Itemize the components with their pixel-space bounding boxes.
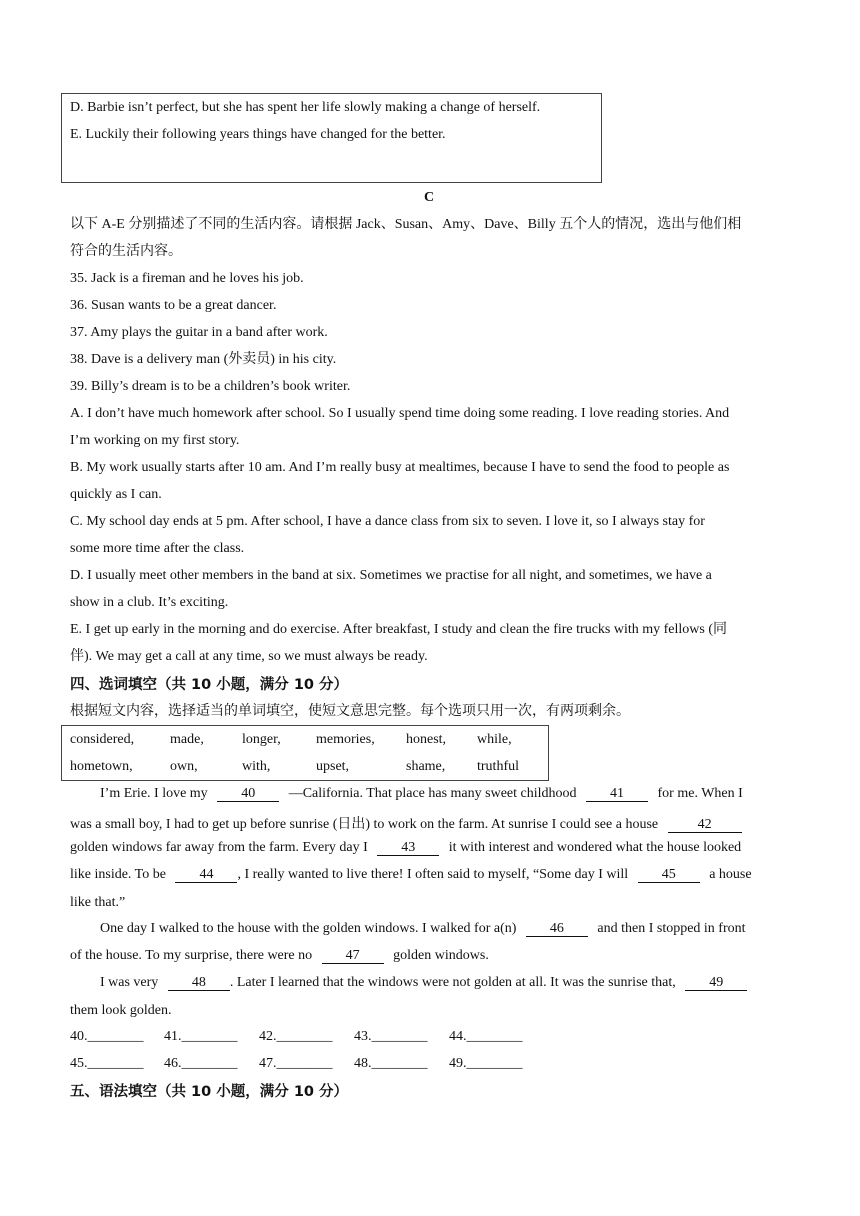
passage-text: it with interest and wondered what the house looked [448, 840, 742, 855]
passage-text: for me. When I [657, 786, 743, 801]
option-d: D. Barbie isn’t perfect, but she has spent her life slowly making a change of herself. [70, 100, 541, 115]
passage-text: I’m Erie. I love my [100, 786, 208, 801]
option-e: E. Luckily their following years things have changed for the better. [70, 127, 446, 142]
answer-49[interactable]: 49.________ [449, 1056, 523, 1071]
answer-43[interactable]: 43.________ [354, 1029, 428, 1044]
word-bank-word: upset, [316, 759, 350, 774]
options-box [61, 93, 602, 183]
word-bank-word: made, [170, 732, 204, 747]
passage-line [100, 975, 747, 991]
option-c-line-1: C. My school day ends at 5 pm. After school, I have a dance class from six to seven. I love it, so I always stay for [70, 514, 705, 529]
word-bank-word: considered, [70, 732, 135, 747]
passage-line [70, 813, 742, 833]
passage-line: them look golden. [70, 1003, 172, 1018]
blank-40[interactable]: 40 [217, 786, 279, 802]
answer-40[interactable]: 40.________ [70, 1029, 144, 1044]
option-e-line-1: E. I get up early in the morning and do exercise. After breakfast, I study and clean the fire trucks with my fellows (同 [70, 622, 728, 637]
passage-line: like that.” [70, 895, 126, 910]
passage-text: a house [709, 867, 752, 882]
word-bank-word: while, [477, 732, 512, 747]
blank-41[interactable]: 41 [586, 786, 648, 802]
passage-line [100, 921, 746, 937]
blank-45[interactable]: 45 [638, 867, 700, 883]
blank-44[interactable]: 44 [175, 867, 237, 883]
answer-46[interactable]: 46.________ [164, 1056, 238, 1071]
answer-48[interactable]: 48.________ [354, 1056, 428, 1071]
section-c-title: C [424, 190, 435, 205]
passage-text: like inside. To be [70, 867, 166, 882]
word-bank [61, 725, 549, 781]
option-d-line-2: show in a club. It’s exciting. [70, 595, 229, 610]
passage-text: I was very [100, 975, 159, 990]
passage-text: of the house. To my surprise, there were no [70, 948, 313, 963]
word-bank-word: truthful [477, 759, 519, 774]
word-bank-word: memories, [316, 732, 375, 747]
answer-44[interactable]: 44.________ [449, 1029, 523, 1044]
blank-43[interactable]: 43 [377, 840, 439, 856]
section-c-instruction-1: 以下 A-E 分别描述了不同的生活内容。请根据 Jack、Susan、Amy、Dave、Billy 五个人的情况，选出与他们相 [70, 217, 742, 232]
passage-text: and then I stopped in front [597, 921, 746, 936]
word-bank-word: hometown, [70, 759, 133, 774]
passage-text: was a small boy, I had to get up before sunrise (日出) to work on the farm. At sunrise I could see a house [70, 817, 659, 832]
passage-text: —California. That place has many sweet childhood [288, 786, 577, 801]
passage-line [70, 948, 489, 964]
section-4-heading: 四、选词填空（共 10 小题，满分 10 分） [70, 677, 349, 693]
option-a-line-2: I’m working on my first story. [70, 433, 240, 448]
passage-line [100, 786, 743, 802]
passage-text: One day I walked to the house with the golden windows. I walked for a(n) [100, 921, 517, 936]
passage-text: . Later I learned that the windows were not golden at all. It was the sunrise that, [229, 975, 676, 990]
section-4-instruction: 根据短文内容，选择适当的单词填空，使短文意思完整。每个选项只用一次，有两项剩余。 [70, 704, 630, 719]
passage-text: , I really wanted to live there! I often said to myself, “Some day I will [237, 867, 629, 882]
word-bank-word: own, [170, 759, 198, 774]
word-bank-word: honest, [406, 732, 447, 747]
blank-49[interactable]: 49 [685, 975, 747, 991]
question-37: 37. Amy plays the guitar in a band after work. [70, 325, 328, 340]
blank-46[interactable]: 46 [526, 921, 588, 937]
answer-41[interactable]: 41.________ [164, 1029, 238, 1044]
answer-47[interactable]: 47.________ [259, 1056, 333, 1071]
option-a-line-1: A. I don’t have much homework after school. So I usually spend time doing some reading. I love reading stories. And [70, 406, 730, 421]
passage-text: golden windows far away from the farm. Every day I [70, 840, 368, 855]
question-38: 38. Dave is a delivery man (外卖员) in his city. [70, 352, 337, 367]
option-d-line-1: D. I usually meet other members in the band at six. Sometimes we practise for all night, and sometimes, we have a [70, 568, 712, 583]
option-c-line-2: some more time after the class. [70, 541, 245, 556]
option-b-line-2: quickly as I can. [70, 487, 162, 502]
question-35: 35. Jack is a fireman and he loves his job. [70, 271, 304, 286]
option-b-line-1: B. My work usually starts after 10 am. And I’m really busy at mealtimes, because I have to send the food to people as [70, 460, 730, 475]
option-e-line-2: 伴). We may get a call at any time, so we must always be ready. [70, 649, 428, 664]
word-bank-word: longer, [242, 732, 281, 747]
passage-line [70, 840, 741, 856]
question-36: 36. Susan wants to be a great dancer. [70, 298, 277, 313]
answer-45[interactable]: 45.________ [70, 1056, 144, 1071]
passage-line [70, 867, 752, 883]
word-bank-word: shame, [406, 759, 446, 774]
question-39: 39. Billy’s dream is to be a children’s book writer. [70, 379, 351, 394]
section-c-instruction-2: 符合的生活内容。 [70, 244, 182, 259]
section-5-heading: 五、语法填空（共 10 小题，满分 10 分） [70, 1084, 349, 1100]
blank-47[interactable]: 47 [322, 948, 384, 964]
word-bank-word: with, [242, 759, 271, 774]
answer-42[interactable]: 42.________ [259, 1029, 333, 1044]
blank-42[interactable]: 42 [668, 817, 742, 833]
blank-48[interactable]: 48 [168, 975, 230, 991]
passage-text: golden windows. [393, 948, 489, 963]
